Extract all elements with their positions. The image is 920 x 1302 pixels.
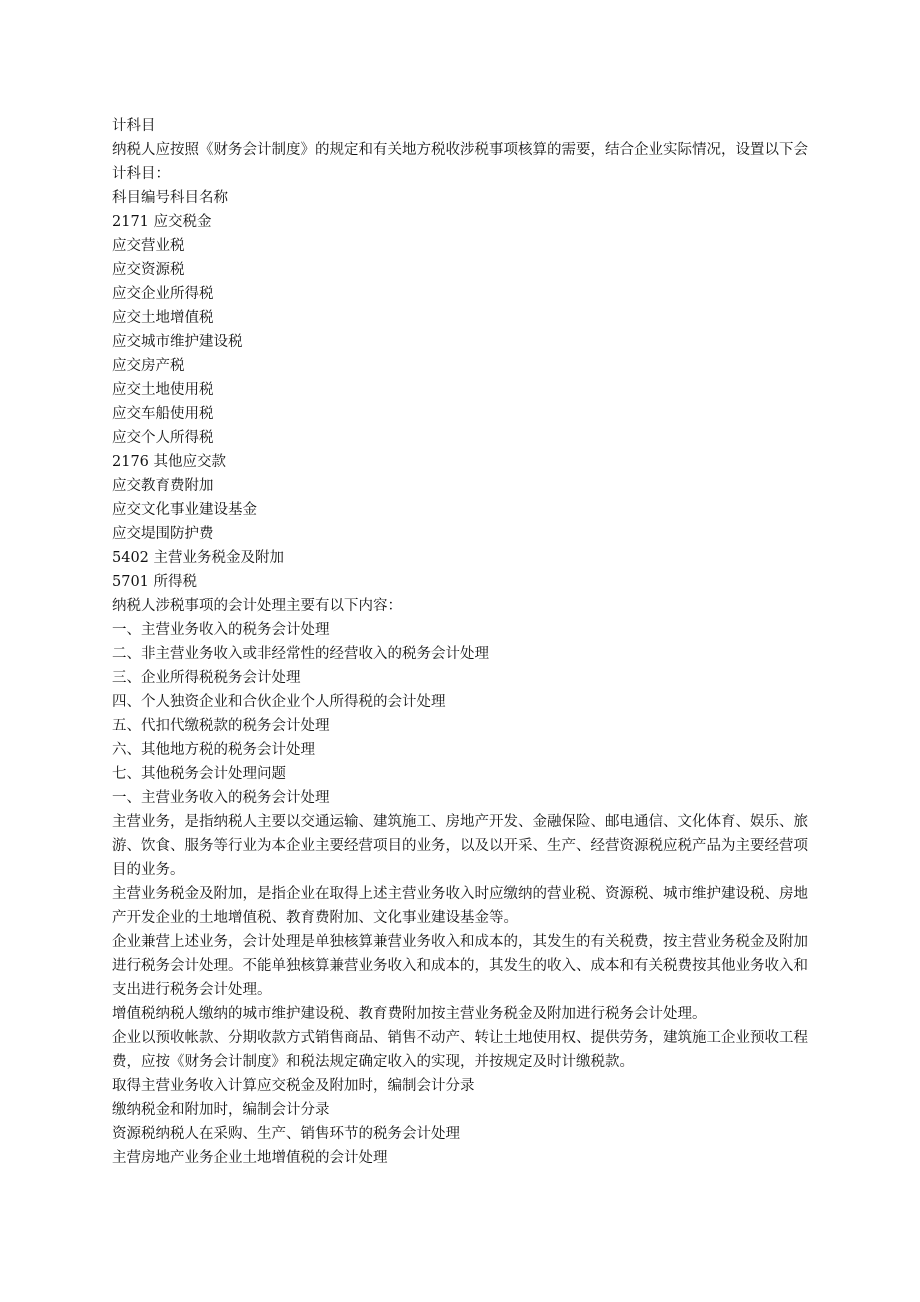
account-item: 5402 主营业务税金及附加 [112,550,285,566]
paragraph: 企业以预收帐款、分期收款方式销售商品、销售不动产、转让土地使用权、提供劳务，建筑施工企业预收工程费，应按《财务会计制度》和税法规定确定收入的实现，并按规定及时计缴税款。 [112,1030,808,1070]
paragraph: 增值税纳税人缴纳的城市维护建设税、教育费附加按主营业务税金及附加进行税务会计处理。 [112,1006,707,1022]
account-item: 2171 应交税金 [112,214,212,230]
account-item: 应交房产税 [112,358,185,374]
list-item: 七、其他税务会计处理问题 [112,766,286,782]
account-item: 应交车船使用税 [112,406,214,422]
account-item: 应交土地增值税 [112,310,214,326]
account-item: 应交文化事业建设基金 [112,502,257,518]
paragraph: 主营业务，是指纳税人主要以交通运输、建筑施工、房地产开发、金融保险、邮电通信、文化体育、娱乐、旅游、饮食、服务等行业为本企业主要经营项目的业务，以及以开采、生产、经营资源税应税产品为主要经营项目的业务。 [112,814,808,878]
paragraph: 企业兼营上述业务，会计处理是单独核算兼营业务收入和成本的，其发生的有关税费，按主营业务税金及附加进行税务会计处理。不能单独核算兼营业务收入和成本的，其发生的收入、成本和有关税费按其他业务收入和支出进行税务会计处理。 [112,934,808,998]
paragraph: 主营房地产业务企业土地增值税的会计处理 [112,1150,388,1166]
account-item: 应交城市维护建设税 [112,334,243,350]
table-header-line: 科目编号科目名称 [112,190,228,206]
account-item: 5701 所得税 [112,574,198,590]
document-body [112,114,812,1170]
paragraph: 纳税人涉税事项的会计处理主要有以下内容： [112,598,402,614]
account-item: 应交个人所得税 [112,430,214,446]
list-item: 四、个人独资企业和合伙企业个人所得税的会计处理 [112,694,446,710]
account-item: 应交营业税 [112,238,185,254]
paragraph: 取得主营业务收入计算应交税金及附加时，编制会计分录 [112,1078,475,1094]
account-item: 2176 其他应交款 [112,454,227,470]
account-item: 应交企业所得税 [112,286,214,302]
list-item: 二、非主营业务收入或非经常性的经营收入的税务会计处理 [112,646,489,662]
paragraph: 纳税人应按照《财务会计制度》的规定和有关地方税收涉税事项核算的需要，结合企业实际情况，设置以下会计科目： [112,142,808,182]
account-item: 应交资源税 [112,262,185,278]
list-item: 三、企业所得税税务会计处理 [112,670,301,686]
paragraph: 缴纳税金和附加时，编制会计分录 [112,1102,330,1118]
list-item: 六、其他地方税的税务会计处理 [112,742,315,758]
account-item: 应交堤围防护费 [112,526,214,542]
account-item: 应交土地使用税 [112,382,214,398]
section-heading: 计科目 [112,118,156,134]
paragraph: 主营业务税金及附加，是指企业在取得上述主营业务收入时应缴纳的营业税、资源税、城市维护建设税、房地产开发企业的土地增值税、教育费附加、文化事业建设基金等。 [112,886,808,926]
account-item: 应交教育费附加 [112,478,214,494]
paragraph: 资源税纳税人在采购、生产、销售环节的税务会计处理 [112,1126,460,1142]
section-heading: 一、主营业务收入的税务会计处理 [112,790,330,806]
list-item: 五、代扣代缴税款的税务会计处理 [112,718,330,734]
list-item: 一、主营业务收入的税务会计处理 [112,622,330,638]
